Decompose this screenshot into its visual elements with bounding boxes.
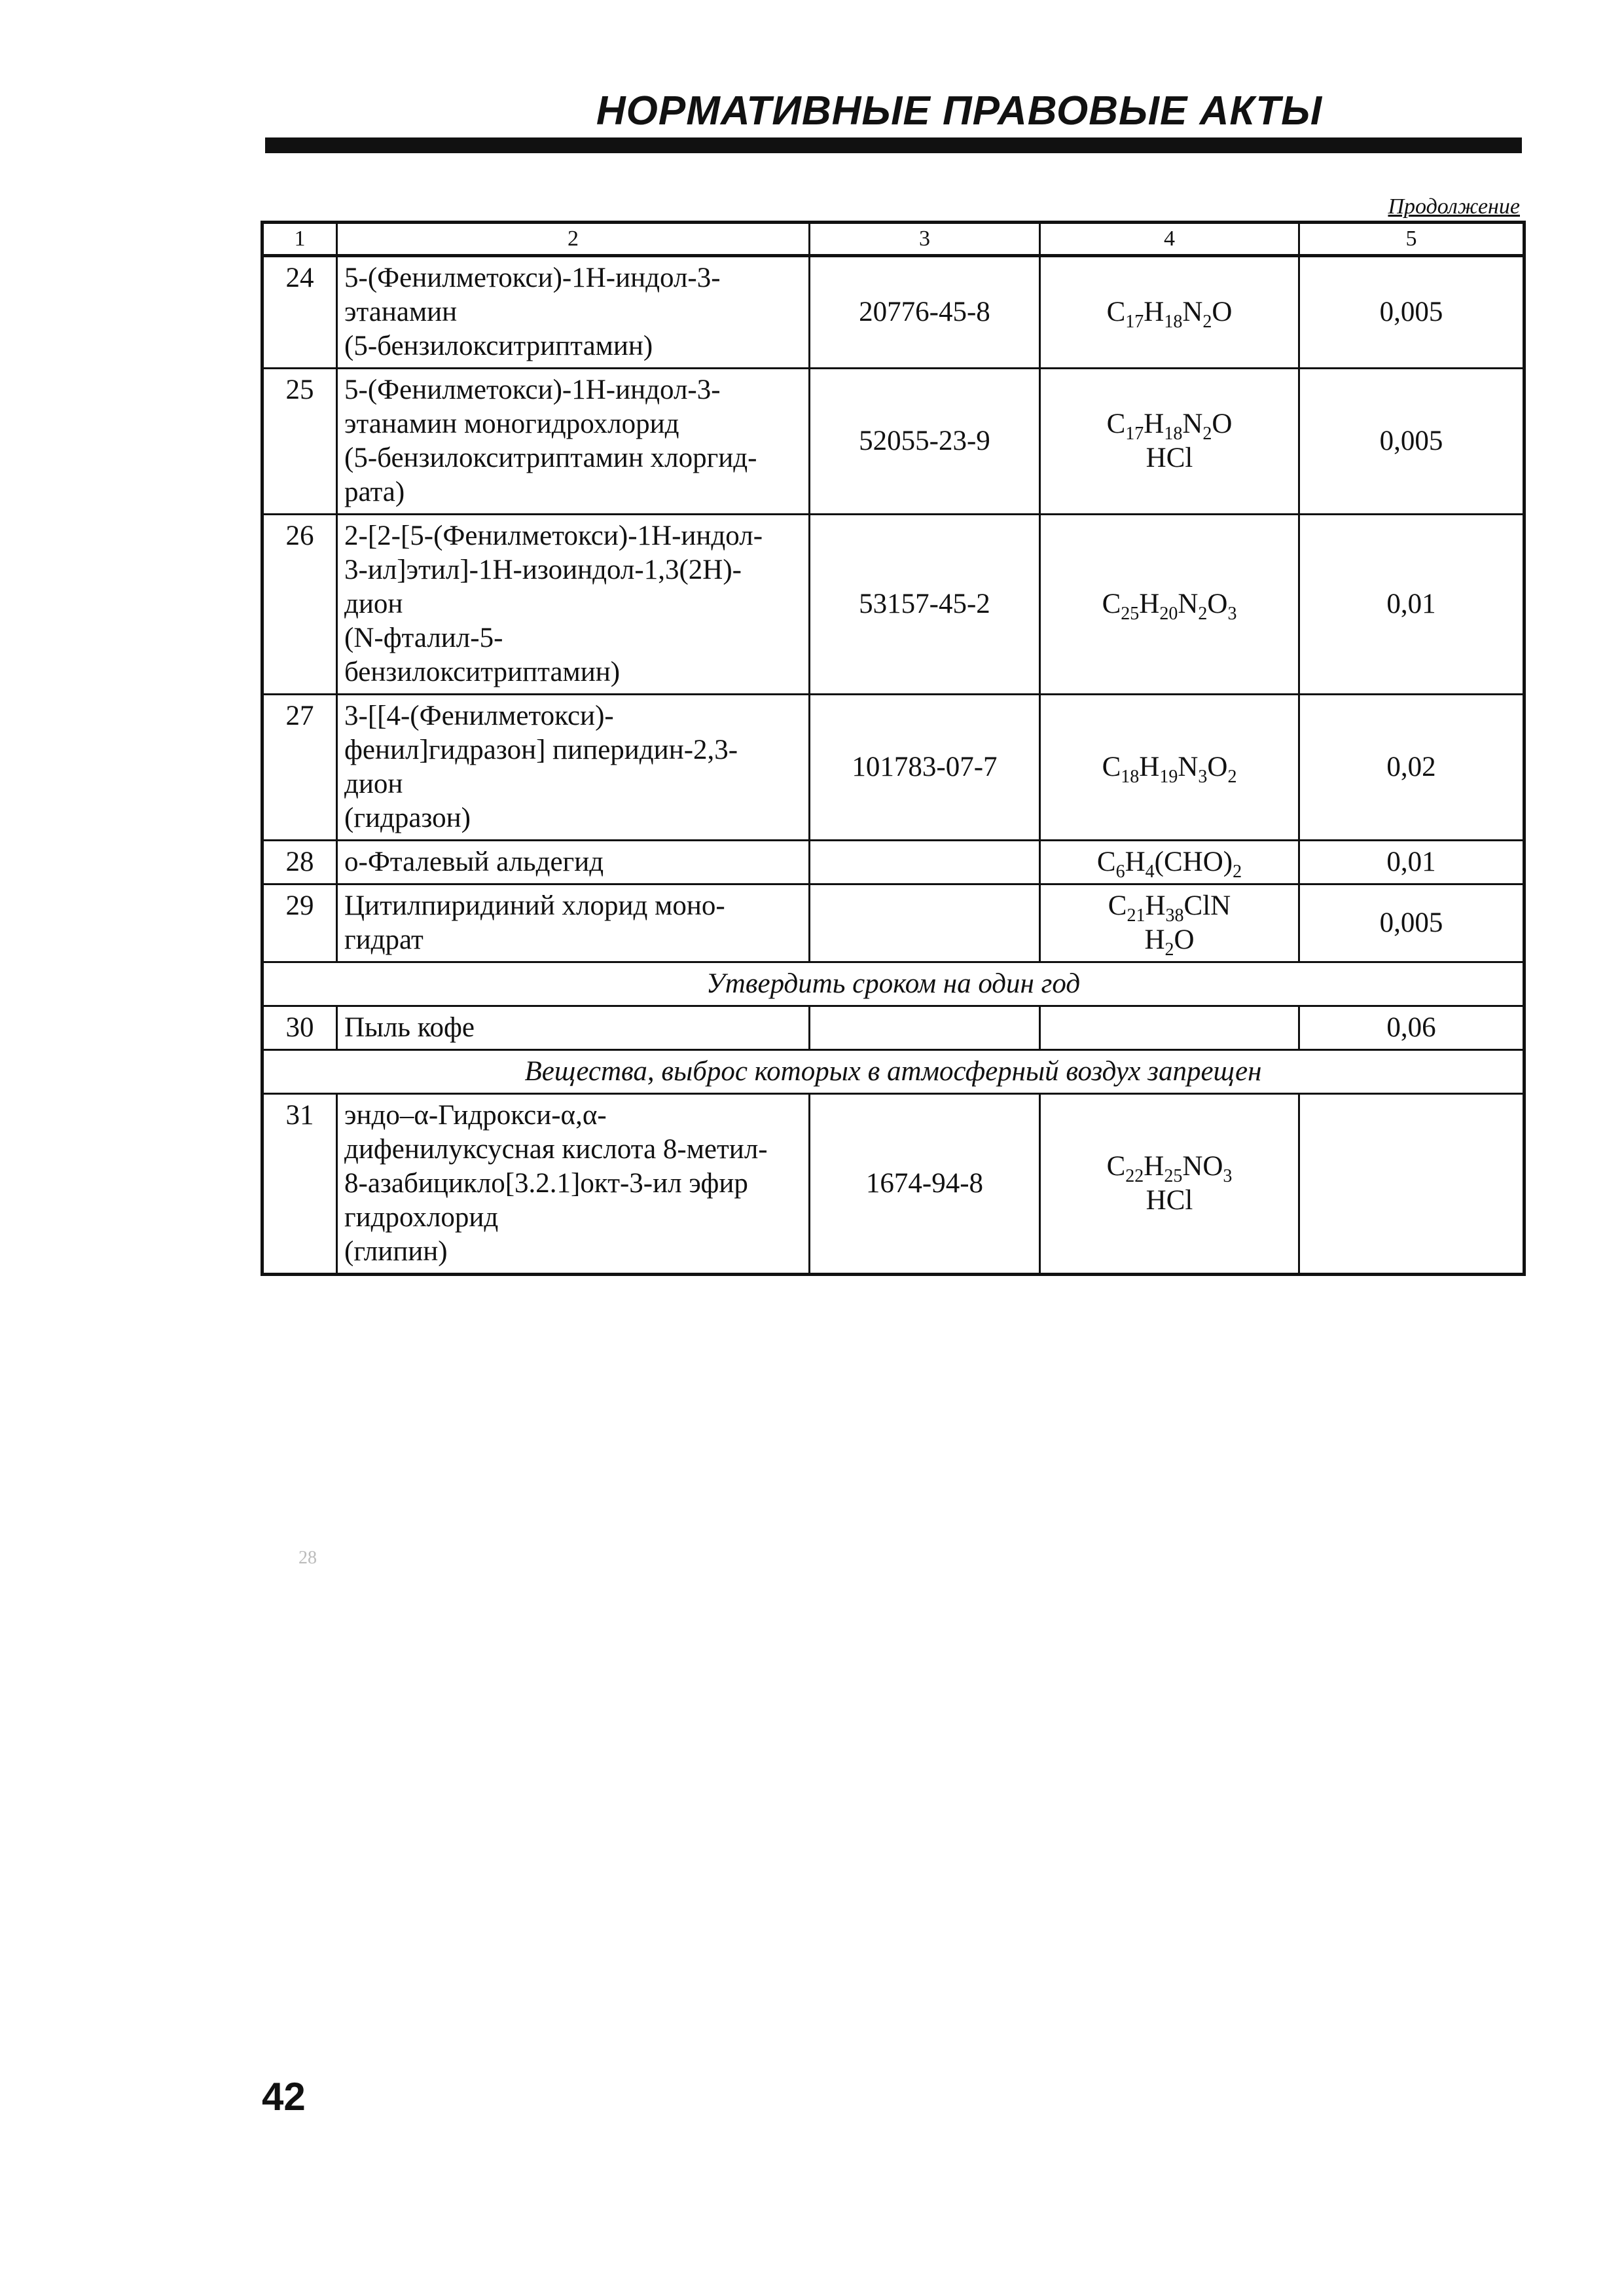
substance-name-line: (5-бензилокситриптамин) [344,331,653,361]
substance-name-line: этанамин [344,297,458,327]
substance-name-line: гидрат [344,924,424,955]
margin-mark: 28 [298,1548,317,1568]
formula-subscript: 4 [1145,862,1155,882]
formula-symbol: C [1096,847,1116,877]
formula-subscript: 17 [1125,424,1144,444]
formula-symbol: N [1182,297,1203,327]
substance-name [337,369,810,515]
table-row [262,1006,1525,1050]
table-row [262,841,1525,884]
table-row [262,1094,1525,1275]
substance-name-line: дион [344,769,403,799]
substance-name [337,515,810,695]
substances-table [261,221,1526,1276]
formula-line [1046,587,1293,624]
formula-symbol: H [1139,589,1160,619]
concentration-value: 0,06 [1299,1006,1525,1050]
section-heading: Утвердить сроком на один год [262,962,1525,1006]
formula-symbol: H [1144,924,1165,955]
continuation-label: Продолжение [1388,194,1520,219]
substance-name-line: 8-азабицикло[3.2.1]окт-3-ил эфир [344,1168,748,1199]
formula-symbol: HCl [1146,443,1193,473]
cas-number: 20776-45-8 [810,256,1040,369]
cas-number: 52055-23-9 [810,369,1040,515]
formula-symbol: H [1144,1151,1164,1182]
column-header: 2 [337,223,810,256]
formula-line [1046,889,1293,926]
substance-name-line: о-Фталевый альдегид [344,847,604,877]
formula-subscript: 20 [1159,604,1178,624]
formula-symbol: H [1145,890,1166,921]
formula-symbol: (CHO) [1154,847,1233,877]
formula-symbol: C [1106,409,1126,439]
substance-name-line: (5-бензилокситриптамин хлоргид- [344,443,757,473]
formula-symbol: O [1212,297,1233,327]
concentration-value: 0,01 [1299,841,1525,884]
formula-subscript: 2 [1164,939,1174,960]
substance-name-line: дион [344,589,403,619]
substance-name-line: 3-ил]этил]-1Н-изоиндол-1,3(2Н)- [344,555,742,585]
substance-name-line: Пыль кофе [344,1012,475,1043]
formula-subscript: 17 [1125,312,1144,332]
formula-subscript: 38 [1165,905,1184,926]
substance-name [337,1094,810,1275]
section-row [262,1050,1525,1094]
formula-symbol: NO [1182,1151,1223,1182]
header-rule [265,137,1522,153]
formula-line [1046,923,1293,960]
formula-line [1046,295,1293,332]
row-number: 25 [262,369,337,515]
formula-line [1046,407,1293,444]
formula-subscript: 2 [1198,604,1208,624]
column-header: 5 [1299,223,1525,256]
formula-symbol: HCl [1146,1185,1193,1216]
formula-subscript: 2 [1227,767,1237,787]
concentration-value: 0,01 [1299,515,1525,695]
substance-name [337,841,810,884]
formula-symbol: ClN [1183,890,1231,921]
chemical-formula [1040,841,1299,884]
concentration-value: 0,02 [1299,695,1525,841]
cas-number [810,1006,1040,1050]
table-row [262,695,1525,841]
formula-subscript: 25 [1121,604,1140,624]
cas-number [810,841,1040,884]
substance-name [337,884,810,962]
formula-symbol: O [1174,924,1195,955]
column-header: 1 [262,223,337,256]
formula-symbol: N [1178,752,1199,782]
cas-number: 101783-07-7 [810,695,1040,841]
formula-subscript: 3 [1223,1166,1233,1186]
substance-name [337,1006,810,1050]
row-number: 29 [262,884,337,962]
formula-line [1046,1150,1293,1184]
chemical-formula [1040,1006,1299,1050]
row-number: 31 [262,1094,337,1275]
substance-name-line: дифенилуксусная кислота 8-метил- [344,1134,768,1165]
row-number: 28 [262,841,337,884]
substance-name-line: этанамин моногидрохлорид [344,409,679,439]
formula-line [1046,1184,1293,1218]
substance-name-line: бензилокситриптамин) [344,657,621,687]
formula-symbol: H [1125,847,1146,877]
formula-symbol: C [1102,752,1121,782]
substance-name-line: 5-(Фенилметокси)-1Н-индол-3- [344,374,721,405]
table-row [262,256,1525,369]
formula-line [1046,441,1293,475]
substance-name-line: (N-фталил-5- [344,623,503,653]
formula-symbol: C [1106,297,1126,327]
column-header: 4 [1040,223,1299,256]
chemical-formula [1040,695,1299,841]
formula-subscript: 3 [1198,767,1208,787]
formula-symbol: C [1108,890,1127,921]
concentration-value: 0,005 [1299,369,1525,515]
formula-symbol: N [1182,409,1203,439]
substance-name-line: 2-[2-[5-(Фенилметокси)-1Н-индол- [344,520,763,551]
concentration-value: 0,005 [1299,256,1525,369]
substance-name-line: рата) [344,477,405,507]
row-number: 30 [262,1006,337,1050]
formula-line [1046,845,1293,882]
substance-name-line: фенил]гидразон] пиперидин-2,3- [344,735,738,765]
column-header: 3 [810,223,1040,256]
table-row [262,515,1525,695]
chemical-formula [1040,884,1299,962]
formula-subscript: 18 [1164,312,1183,332]
cas-number: 1674-94-8 [810,1094,1040,1275]
formula-subscript: 2 [1233,862,1242,882]
substance-name-line: Цитилпиридиний хлорид моно- [344,890,725,921]
formula-subscript: 3 [1227,604,1237,624]
row-number: 26 [262,515,337,695]
table-row [262,369,1525,515]
page-header-title: НОРМАТИВНЫЕ ПРАВОВЫЕ АКТЫ [596,88,1323,134]
substance-name-line: 3-[[4-(Фенилметокси)- [344,701,614,731]
table-row [262,884,1525,962]
formula-symbol: N [1178,589,1199,619]
substance-name [337,695,810,841]
chemical-formula [1040,1094,1299,1275]
formula-line [1046,750,1293,787]
substance-name-line: эндо–α-Гидрокси-α,α- [344,1100,607,1131]
formula-subscript: 19 [1159,767,1178,787]
formula-subscript: 25 [1164,1166,1183,1186]
formula-subscript: 2 [1202,424,1212,444]
substance-name-line: (гидразон) [344,803,471,833]
formula-symbol: O [1207,752,1228,782]
formula-subscript: 21 [1127,905,1146,926]
table-header-row [262,223,1525,256]
substance-name [337,256,810,369]
concentration-value [1299,1094,1525,1275]
row-number: 27 [262,695,337,841]
formula-symbol: O [1207,589,1228,619]
substance-name-line: (глипин) [344,1236,448,1267]
formula-symbol: H [1139,752,1160,782]
chemical-formula [1040,256,1299,369]
formula-subscript: 18 [1121,767,1140,787]
formula-subscript: 2 [1202,312,1212,332]
row-number: 24 [262,256,337,369]
substance-name-line: гидрохлорид [344,1202,499,1233]
substance-name-line: 5-(Фенилметокси)-1Н-индол-3- [344,263,721,293]
formula-subscript: 18 [1164,424,1183,444]
chemical-formula [1040,515,1299,695]
formula-symbol: C [1106,1151,1126,1182]
cas-number: 53157-45-2 [810,515,1040,695]
formula-subscript: 22 [1125,1166,1144,1186]
formula-symbol: H [1144,297,1164,327]
concentration-value: 0,005 [1299,884,1525,962]
cas-number [810,884,1040,962]
section-row [262,962,1525,1006]
formula-symbol: H [1144,409,1164,439]
formula-symbol: O [1212,409,1233,439]
formula-subscript: 6 [1115,862,1125,882]
formula-symbol: C [1102,589,1121,619]
chemical-formula [1040,369,1299,515]
page-number: 42 [262,2075,306,2119]
section-heading: Вещества, выброс которых в атмосферный воздух запрещен [262,1050,1525,1094]
